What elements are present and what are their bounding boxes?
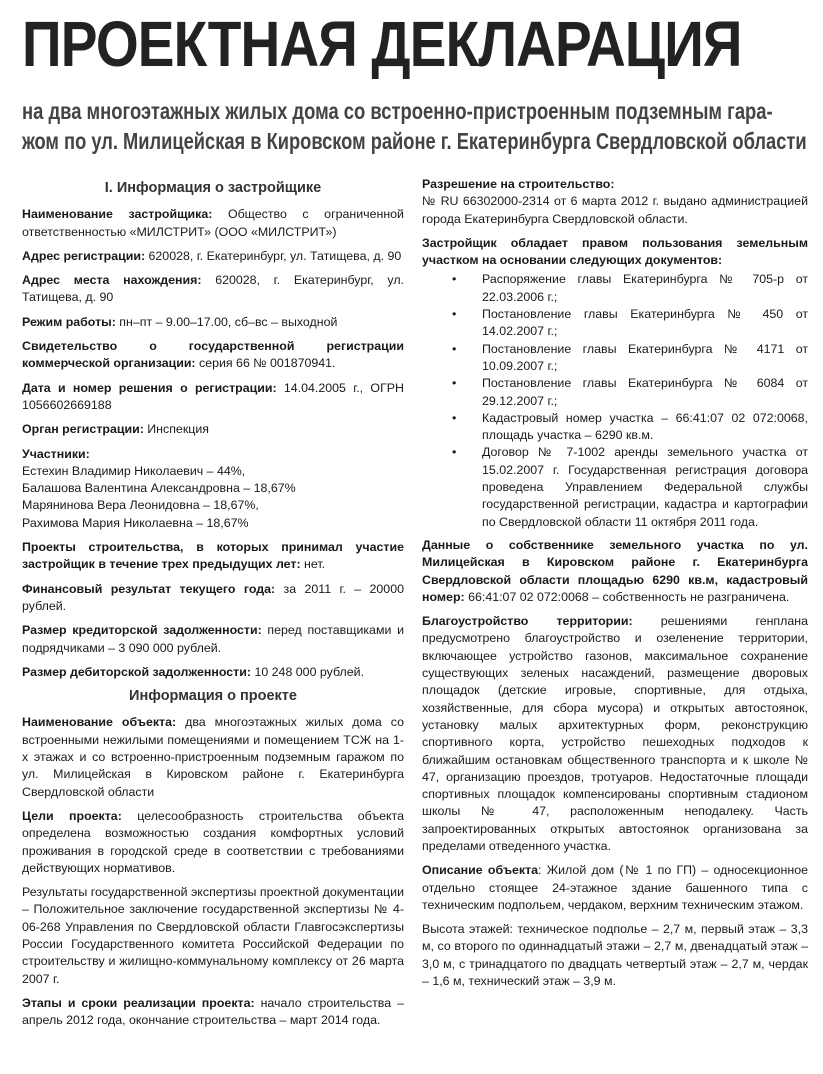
participant-item: Рахимова Мария Николаевна – 18,67% xyxy=(22,515,249,530)
participants xyxy=(22,446,404,532)
developer-name-label: Наименование застройщика: xyxy=(22,207,213,222)
location-address-value: 620028, г. Екатеринбург, ул. Татищева, д. 90 xyxy=(22,273,404,305)
land-owner-label: Данные о собственнике земельного участка по ул. Милицейская в Кировском районе г. Екатеринбурга Свердловской области площадью 6290 кв.м, кадастровый номер: xyxy=(422,537,808,604)
page-subtitle xyxy=(22,96,812,156)
project-goals-label: Цели проекта: xyxy=(22,808,122,823)
participant-item: Марянинова Вера Леонидовна – 18,67%, xyxy=(22,498,259,513)
land-owner xyxy=(422,537,808,606)
territory-improvement-value: решениями генплана предусмотрено благоустройство и озеленение территории, включающее устройство газонов, максимальное сохранение существующих зеленых насаждений, размещение дворовых площадок (детские игровые, спортивные, для отдыха, хозяйственные, для сбора мусора) и открытых автостоянок, установку малых архитектурных форм, реконструкцию спортивного корта, устройство пешеходных подходов к ближайшим остановкам общественного транспорта и к школе № 47, организацию проездов, тротуаров. Недостаточные площади спортивных площадок компенсированы спортивным стадионом школы № 47, расположенным неподалеку. Часть запроектированных открытых автостоянок организована за пределами отведенного участка. xyxy=(422,614,808,853)
project-goals-value: целесообразность строительства объекта определена возможностью создания комфортных условий проживания в городской среде в соответствии с требованиями действующих нормативов. xyxy=(22,808,404,875)
subtitle-line-2: жом по ул. Милицейская в Кировском районе г. Екатеринбурга Свердловской области xyxy=(22,128,807,154)
building-permit-value: № RU 66302000-2314 от 6 марта 2012 г. выдано администрацией города Екатеринбурга Свердловской области. xyxy=(422,194,808,226)
participants-label: Участники: xyxy=(22,446,90,461)
list-item: • Постановление главы Екатеринбурга № 4171 от 10.09.2007 г.; xyxy=(422,341,808,376)
registration-certificate-label: Свидетельство о государственной регистрации коммерческой организации: xyxy=(22,339,404,371)
working-hours-label: Режим работы: xyxy=(22,314,116,329)
left-column xyxy=(22,176,404,1036)
working-hours-value: пн–пт – 9.00–17.00, сб–вс – выходной xyxy=(115,314,338,329)
list-item: • Постановление главы Екатеринбурга № 6084 от 29.12.2007 г.; xyxy=(422,375,808,410)
registration-organ-label: Орган регистрации: xyxy=(22,422,144,437)
list-item: • Договор № 7-1002 аренды земельного участка от 15.02.2007 г. Государственная регистрация договора проведена Управлением Федеральной службы государственной регистрации, кадастра и картографии по Свердловской области 11 октября 2011 года. xyxy=(422,444,808,530)
financial-result-value: за 2011 г. – 20000 рублей. xyxy=(22,581,404,613)
registration-certificate-value: серия 66 № 001870941. xyxy=(195,356,336,371)
page-title: ПРОЕКТНАЯ ДЕКЛАРАЦИЯ xyxy=(22,8,742,80)
territory-improvement-label: Благоустройство территории: xyxy=(422,614,633,629)
object-name-label: Наименование объекта: xyxy=(22,715,177,730)
registration-certificate xyxy=(22,338,404,373)
land-owner-value: 66:41:07 02 072:0068 – собственность не разграничена. xyxy=(464,589,790,604)
registration-address-value: 620028, г. Екатеринбург, ул. Татищева, д. 90 xyxy=(145,248,402,263)
financial-result-label: Финансовый результат текущего года: xyxy=(22,581,276,596)
building-permit-label: Разрешение на строительство: xyxy=(422,177,615,191)
project-stages-label: Этапы и сроки реализации проекта: xyxy=(22,995,255,1010)
project-stages xyxy=(22,995,404,1030)
working-hours xyxy=(22,314,404,331)
registration-decision-value: 14.04.2005 г., ОГРН 1056602669188 xyxy=(22,380,404,412)
floor-heights: Высота этажей: техническое подполье – 2,7 м, первый этаж – 3,3 м, со второго по одиннадцатый этажи – 2,7 м, двенадцатый этаж – 3,0 м, с тринадцатого по двадцать четвертый этаж – 2,7 м, чердак – 1,6 м, технический этаж – 3,9 м. xyxy=(422,922,808,989)
debtor-debt-label: Размер дебиторской задолженности: xyxy=(22,664,251,679)
section-heading-project: Информация о проекте xyxy=(129,688,297,705)
object-description-label: Описание объекта xyxy=(422,863,539,878)
location-address-label: Адрес места нахождения: xyxy=(22,273,202,288)
previous-projects-label: Проекты строительства, в которых принимал участие застройщик в течение трех предыдущих лет: xyxy=(22,540,404,572)
land-documents-list xyxy=(422,271,808,530)
location-address xyxy=(22,272,404,307)
land-rights-label: Застройщик обладает правом пользования земельным участком на основании следующих документов: xyxy=(422,235,808,268)
registration-organ xyxy=(22,421,404,438)
creditor-debt-value: перед поставщиками и подрядчиками – 3 090 000 рублей. xyxy=(22,623,404,655)
object-name xyxy=(22,714,404,800)
previous-projects xyxy=(22,539,404,574)
right-column xyxy=(422,176,808,997)
list-item: • Кадастровый номер участка – 66:41:07 02 072:0068, площадь участка – 6290 кв.м. xyxy=(422,410,808,445)
list-item: • Постановление главы Екатеринбурга № 450 от 14.02.2007 г.; xyxy=(422,306,808,341)
subtitle-line-1: на два многоэтажных жилых дома со встроенно-пристроенным подземным гара- xyxy=(22,98,773,124)
project-goals xyxy=(22,808,404,877)
project-stages-value: начало строительства – апрель 2012 года, окончание строительства – март 2014 года. xyxy=(22,995,404,1028)
registration-organ-value: Инспекция xyxy=(143,422,209,437)
list-item: • Распоряжение главы Екатеринбурга № 705-р от 22.03.2006 г.; xyxy=(422,271,808,306)
creditor-debt-label: Размер кредиторской задолженности: xyxy=(22,623,262,638)
creditor-debt xyxy=(22,622,404,657)
expertise-results: Результаты государственной экспертизы проектной документации – Положительное заключение государственной экспертизы № 4-06-268 Управления по Свердловской области Главгосэкспертизы России Государственного комитета Российской Федерации по строительству и жилищно-коммунальному комплексу от 26 марта 2007 г. xyxy=(22,885,404,986)
debtor-debt-value: 10 248 000 рублей. xyxy=(251,664,365,679)
section-heading-developer: I. Информация о застройщике xyxy=(104,180,322,196)
land-rights-heading xyxy=(422,235,808,270)
registration-decision-label: Дата и номер решения о регистрации: xyxy=(22,380,277,395)
object-description xyxy=(422,862,808,914)
registration-address xyxy=(22,248,404,265)
financial-result xyxy=(22,581,404,616)
building-permit xyxy=(422,176,808,228)
debtor-debt xyxy=(22,664,404,681)
developer-name xyxy=(22,206,404,241)
previous-projects-value: нет. xyxy=(300,557,326,572)
registration-address-label: Адрес регистрации: xyxy=(22,248,146,263)
participant-item: Балашова Валентина Александровна – 18,67% xyxy=(22,481,296,496)
object-name-value: два многоэтажных жилых дома со встроенными нежилыми помещениями и помещением ТСЖ на 1-х этажах и со встроенно-пристроенным подземным гаражом по ул. Милицейская в Кировском районе г. Екатеринбурга Свердловской области xyxy=(22,715,404,799)
developer-name-value: Общество с ограниченной ответственностью «МИЛСТРИТ» (ООО «МИЛСТРИТ») xyxy=(22,207,404,239)
territory-improvement xyxy=(422,613,808,855)
object-description-value: : Жилой дом (№ 1 по ГП) – односекционное отдельно стоящее 24-этажное здание башенного типа с техническим подпольем, чердаком, верхним техническим этажом. xyxy=(422,863,808,912)
participant-item: Естехин Владимир Николаевич – 44%, xyxy=(22,463,246,478)
registration-decision xyxy=(22,380,404,415)
